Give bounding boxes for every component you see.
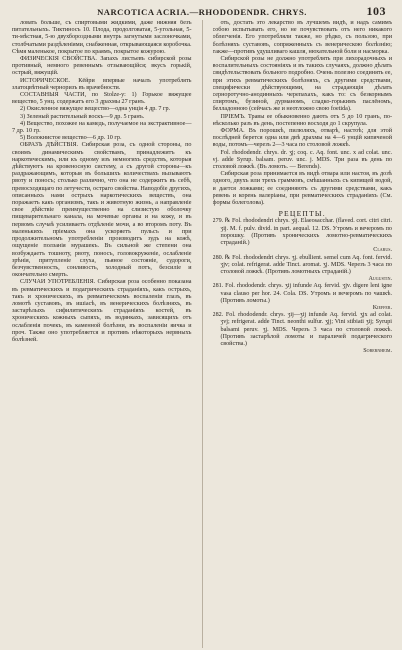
recipe-paragraph: 280. ℞ Fol. rhododendri chrys. ʒj. ebullient. semel cum Aq. font. fervid. ʒjv; colat. refrigerat. adde Tinct. aromat. ʒj. MDS. Черезъ 3 часа по столовой ложкѣ. (Противъ ломотныхъ страданій.) (212, 254, 392, 275)
text-paragraph: Fol. rhododendr. chrys. dr. ʒj; coq. c. Aq. font. unc. x ad colat. unc. vj. adde Syrup. balsam. peruv. unc. j. MDS. Три раза въ день по столовой ложкѣ. (Въ ломоть. — Berends). (212, 149, 392, 171)
text-paragraph: ИСТОРИЧЕСКОЕ. Кёйри впервые началъ употреблять златоцвѣтный черноризъ въ врачебности. (12, 77, 192, 91)
text-columns (12, 20, 392, 648)
text-paragraph: ФИЗИЧЕСКІЯ СВОЙСТВА. Запахъ листьевъ сибирской розы противный, немного ревеннымъ отзывающійся; вкусъ горькій, острый, вяжущій. (12, 56, 192, 77)
text-paragraph: оть, достать это лекарство въ лучшемъ видѣ, и надъ самимъ собою испытывать его, но не почувствовать отъ него никакого облегченія. Его употребляли также, но рѣдко, съ пользою, при болѣзняхъ суставовъ, сопряженныхъ съ венерическою болѣзнію; также—противъ удушливаго кашля, нюхательной боли и насморка. (212, 20, 392, 55)
recipe-source: Augustin. (368, 276, 392, 283)
column-divider (202, 20, 203, 648)
text-paragraph: ловать больше, съ спиртовыми жидкими, даже нижняя безъ питательныхъ. Тиктиносъ 10. Плода, продолговатая, 5-угольная, 5-ти-мѣстная, 5-ю двухбороздными внутрь загнутыми заслоночками, столбчатыми раздѣленіями, снабженная, открывающаяся коробочка. Сѣмя маленькое, покрытое по краямъ, покрытое кожурою. (12, 20, 192, 55)
recipe-paragraph: 281. Fol. rhododendr. chrys. ʒij infunde Aq. fervid. ʒjv. digere leni igne vasa clauso per hor. 24. Cola. DS. Утромъ и вечеромъ по чашкѣ. (Противъ ломоты.) (212, 283, 392, 304)
recipe-source: Clarus. (373, 247, 392, 254)
text-paragraph: ФОРМА. Въ порошкѣ, пилюляхъ, отварѣ, настоѣ; для этой послѣдней берется одна или двѣ драхмы на 4—6 унцій кипяченой воды, потомъ—черезъ 2—3 часа по столовой ложкѣ. (212, 128, 392, 149)
text-paragraph: СОСТАВНЫЯ ЧАСТИ, по Stolze-у: 1) Горькое вяжущее вещество, 5 унц. содержатъ его 3 драхмы 27 гранъ. (12, 92, 192, 106)
text-paragraph: 2) Окисленное вяжущее вещество—одна унція 4 др. 7 гр. (20, 106, 171, 113)
page-header (12, 4, 392, 20)
running-title: NARCOTICA ACRIA.—RHODODENDR. CHRYS. (97, 7, 307, 17)
text-paragraph: 3) Зеленый растительный воскъ—9 др. 5 гранъ. (20, 113, 145, 120)
left-column (12, 20, 192, 648)
text-paragraph: Сибирской розы не должно употреблять при лихорадочныхъ и воспалительныхъ состояніяхъ и въ такихъ случаяхъ, должно дѣлать свидѣтельствовать больного подробно. Очень полезно соединять ее, при этихъ ревматическихъ болѣзняхъ, съ другими средствами, специфически дѣйствующими, на страдающія дѣлать серноротучно-анодинныхъ черепахахъ, какъ то: съ безкорнымъ спиртомъ, бузиной, дурманомъ, сладко-горькимъ паслёномъ, белладонною (сейчасъ же и неотложно свою foetida). (212, 56, 392, 113)
page-number: 103 (366, 4, 386, 18)
text-paragraph: Сибирская роза принимается въ видѣ отвара или настоя, въ дозѣ одного, двухъ или трехъ граммовъ, смѣшанныхъ съ кипящей водой, и дается ложками; ее соединяютъ съ другими средствами, какъ ревень и корень валеріаны, при ревматическихъ страданіяхъ (См. формы болеголова). (212, 171, 392, 207)
section-heading: РЕЦЕПТЫ. (278, 209, 326, 219)
recipe-source: Sobernheim. (363, 348, 392, 355)
recipe-paragraph: 282. Fol. rhododendr. chrys. ʒij—ʒij infunde Aq. fervid. ʒjx ad colat. ʒvj; refrigerat. adde Tinct. neonthi sulfur. ʒjj; Vini stibiati ʒij; Syrupi balsami peruv. ʒj. MDS. Черезъ 3 часа по столовой ложкѣ. (Противъ застарѣлой ломоты и параличей подагрического свойства.) (212, 312, 392, 347)
text-paragraph: ПРІЕМЪ. Травы ее обыкновенно дають отъ 5 до 10 гранъ, по-нѣсколько разъ въ день, постепенно восходя до 1 скрупула. (212, 113, 392, 127)
text-paragraph: СЛУЧАИ УПОТРЕБЛЕНІЯ. Сибирская роза особенно показана въ ревматическихъ и подагрическихъ страданіяхъ, какъ острыхъ, такъ и хроническихъ, въ ревматическомъ воспаленіи глазъ, въ ломотѣ суставовъ, въ ишіасѣ, въ венерическихъ болѣзняхъ, въ застарѣлыхъ сифилитическихъ страданіяхъ костей, въ хроническихъ кожныхъ сыпяхъ, въ водянкахъ, зависящихъ отъ ослабленія почекъ, въ каменной болѣзни, въ воспаленіи яичка и проч. Также оно употребляется и противъ нѣкоторыхъ нервныхъ болѣзней. (12, 279, 192, 343)
right-column (213, 20, 393, 648)
recipe-source: Kieffer. (372, 304, 392, 311)
text-paragraph: 4) Вещество, похожее на камедь, получаемое на экстрактивное—7 др. 10 гр. (12, 120, 192, 135)
text-paragraph: 5) Волокнистое вещество—6 др. 10 гр. (20, 135, 122, 142)
text-paragraph: ОБРАЗЪ ДѢЙСТВІЯ. Сибирская роза, съ одной стороны, по своимъ динамическимъ свойствамъ, принадлежитъ къ наркотическимъ, или къ одному изъ немногихъ средствъ, которыя дѣйствуютъ на кровеносную систему, а съ другой стороны—къ раздражающимъ, которыя въ большихъ количествахъ вызываютъ рвоту и поносъ; столько различно, что она не содержитъ въ себѣ, превосходящаго по летучести, остраго свойства. Наподобіе другихъ, описанныхъ нами острыхъ наркотическихъ веществъ, она поражаетъ какъ организмъ, такъ и животную жизнь, а направленіе свое дѣйствіе преимущественно на слизистую оболочку пищеварительнаго канала, на мочевые органы и на кожу, и въ первомъ случаѣ усиливаетъ отдѣленіе мочи, а во второмъ поту. Въ маленькихъ пріемахъ она ускоряетъ пульсъ и при продолжительномъ употребленіи производитъ зудъ на кожѣ, ощущеніе ползанія мурашекъ. Въ сильной же степени она возбуждаетъ тошноту, рвоту, поносъ, головокруженіе, ослабленіе зрѣнія, притупленіе слуха, пьяное состояніе, судороги, безчувственность, сонливость, холодный потъ, безсиліе и окончательно смерть. (12, 142, 192, 279)
recipe-paragraph: 279. ℞ Fol. rhododendri chrys. ʒij. Elaeosacchar. (flaved. cort. citri citri. ʒij. M. f. pulv. divid. in part. aequal. 12. DS. Утромъ и вечеромъ по порошку. (Противъ хроническихъ ломотно-ревматическихъ страданій.) (212, 218, 392, 247)
